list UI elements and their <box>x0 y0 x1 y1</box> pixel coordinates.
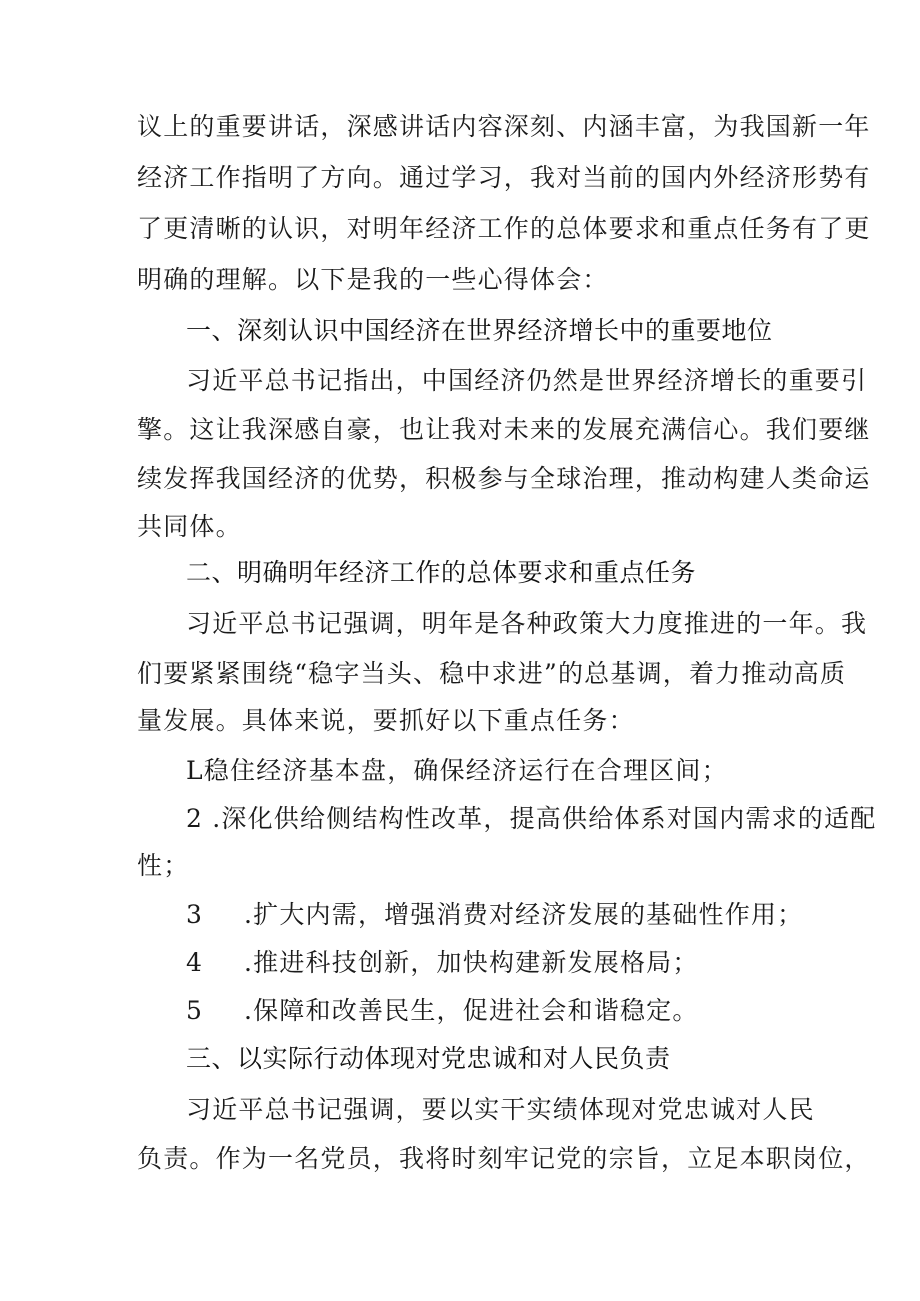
list-item <box>186 994 699 1028</box>
list-item <box>186 946 699 980</box>
paragraph-line: 习近平总书记强调，明年是各种政策大力度推进的一年。我 <box>186 609 868 638</box>
list-item: 2 .深化供给侧结构性改革，提高供给体系对国内需求的适配 <box>186 804 877 833</box>
paragraph-line: 了更清晰的认识，对明年经济工作的总体要求和重点任务有了更 <box>137 214 871 243</box>
paragraph-line: 们要紧紧围绕“稳字当头、稳中求进”的总基调，着力推动高质 <box>137 659 847 688</box>
paragraph-line: 负责。作为一名党员，我将时刻牢记党的宗旨，立足本职岗位， <box>137 1144 871 1173</box>
paragraph-line: 量发展。具体来说，要抓好以下重点任务： <box>137 706 635 735</box>
list-item-text: .推进科技创新，加快构建新发展格局； <box>244 948 699 977</box>
section-heading: 三、以实际行动体现对党忠诚和对人民负责 <box>186 1044 671 1073</box>
paragraph-line: 习近平总书记指出，中国经济仍然是世界经济增长的重要引 <box>186 366 868 395</box>
list-item <box>186 898 803 932</box>
paragraph-line: 续发挥我国经济的优势，积极参与全球治理，推动构建人类命运 <box>137 464 871 493</box>
paragraph-line: 共同体。 <box>137 512 242 541</box>
paragraph-line: 经济工作指明了方向。通过学习，我对当前的国内外经济形势有 <box>137 163 871 192</box>
section-heading: 一、深刻认识中国经济在世界经济增长中的重要地位 <box>186 316 773 345</box>
paragraph-line: 议上的重要讲话，深感讲话内容深刻、内涵丰富，为我国新一年 <box>137 112 871 141</box>
paragraph-line: 擎。这让我深感自豪，也让我对未来的发展充满信心。我们要继 <box>137 415 871 444</box>
paragraph-line: 明确的理解。以下是我的一些心得体会： <box>137 265 609 294</box>
section-heading: 二、明确明年经济工作的总体要求和重点任务 <box>186 558 697 587</box>
list-number: 5 <box>186 996 204 1025</box>
paragraph-line: 习近平总书记强调，要以实干实绩体现对党忠诚对人民 <box>186 1095 815 1124</box>
list-item-text: .保障和改善民生，促进社会和谐稳定。 <box>244 996 699 1025</box>
list-item-text: .扩大内需，增强消费对经济发展的基础性作用； <box>244 900 804 929</box>
list-item: L稳住经济基本盘，确保经济运行在合理区间； <box>186 756 728 785</box>
paragraph-line: 性； <box>137 851 190 880</box>
list-number: 4 <box>186 948 204 977</box>
list-number: 3 <box>186 900 204 929</box>
